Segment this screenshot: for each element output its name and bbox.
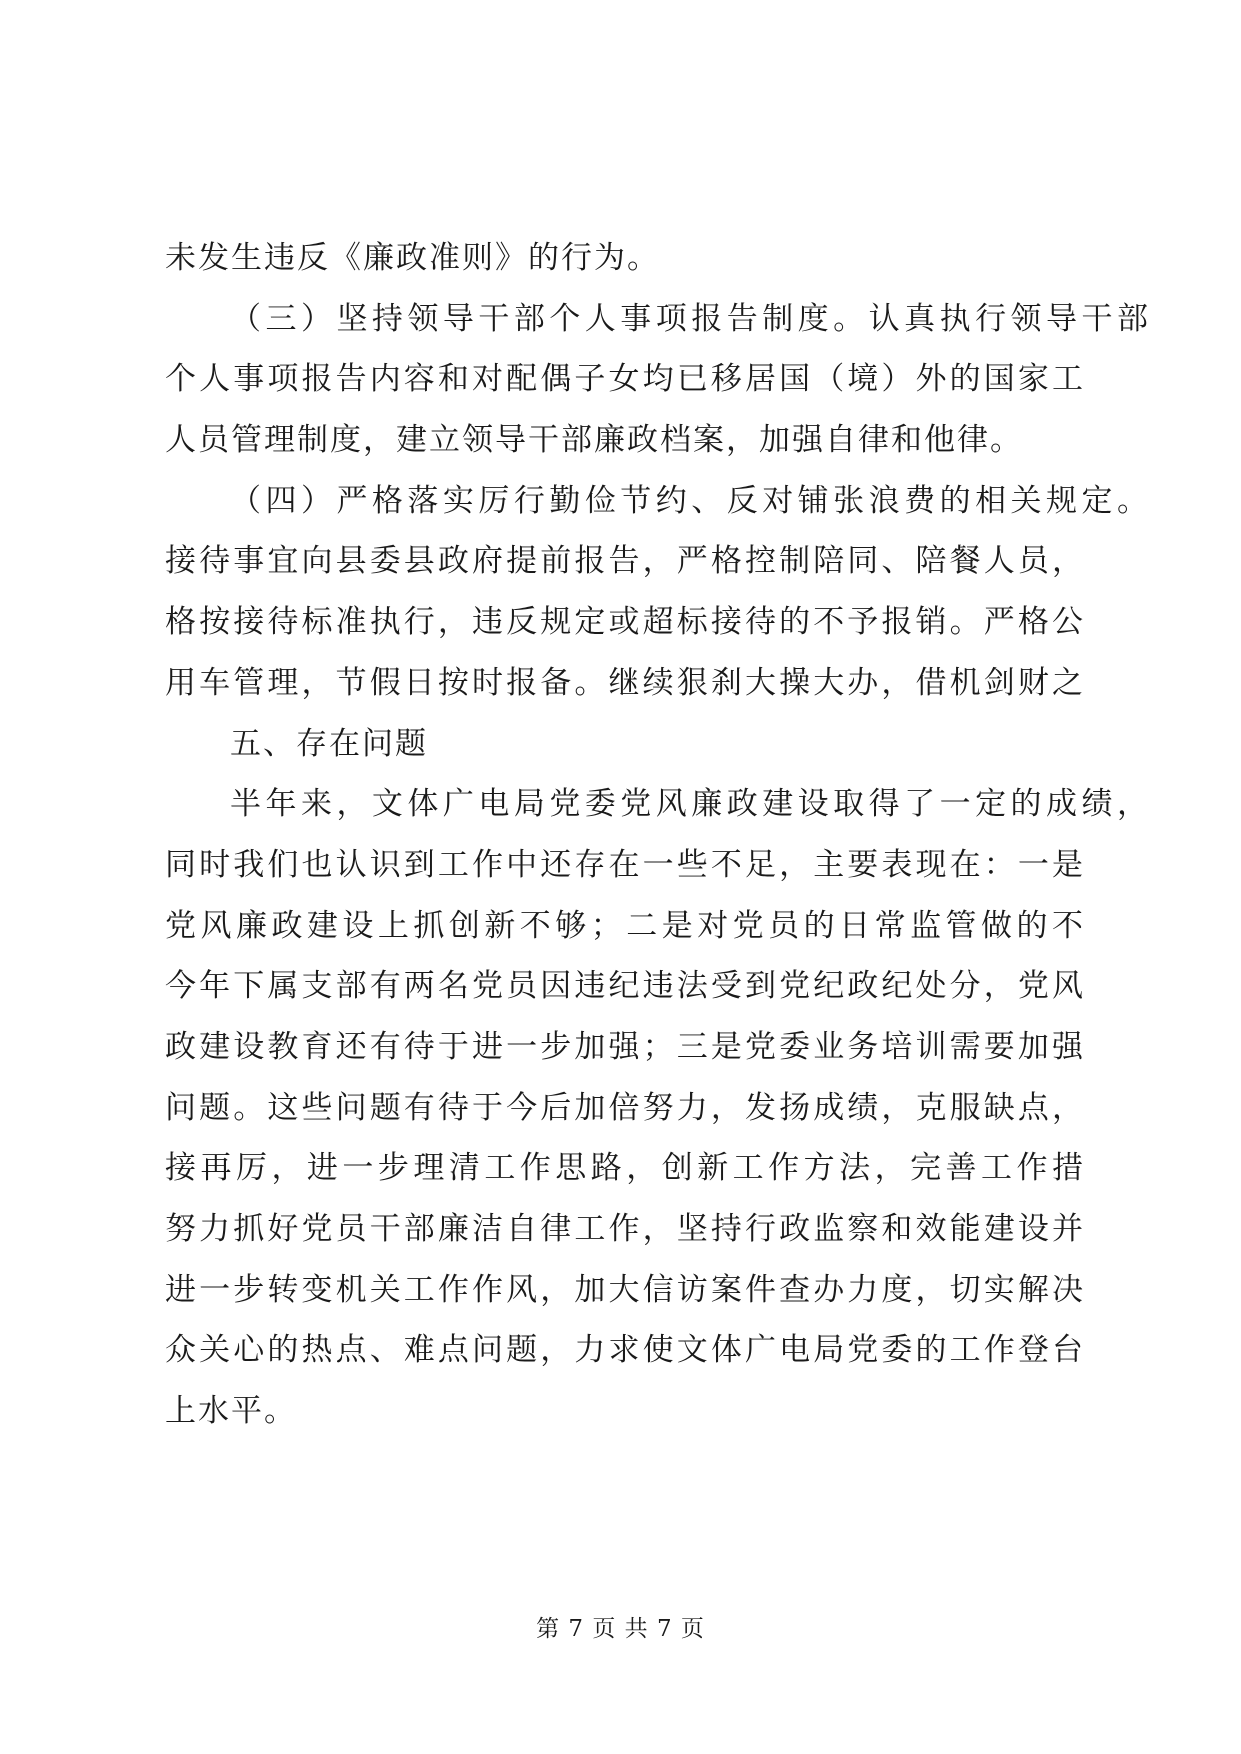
text-line: 接待事宜向县委县政府提前报告，严格控制陪同、陪餐人员， (165, 543, 1085, 580)
text-line: 今年下属支部有两名党员因违纪违法受到党纪政纪处分，党风 (165, 968, 1085, 1005)
text-line: 格按接待标准执行，违反规定或超标接待的不予报销。严格公 (165, 604, 1085, 641)
page-number-footer: 第 7 页 共 7 页 (536, 1616, 705, 1642)
text-line: 上水平。 (165, 1393, 297, 1430)
text-line: 人员管理制度，建立领导干部廉政档案，加强自律和他律。 (165, 422, 1023, 459)
section-heading: 五、存在问题 (230, 725, 428, 762)
text-line: 政建设教育还有待于进一步加强；三是党委业务培训需要加强 (165, 1028, 1085, 1065)
document-body (165, 228, 1150, 1442)
text-line: 用车管理，节假日按时报备。继续狠刹大操大办，借机剑财之 (165, 664, 1085, 701)
text-line: 进一步转变机关工作作风，加大信访案件查办力度，切实解决 (165, 1271, 1085, 1308)
text-line: 个人事项报告内容和对配偶子女均已移居国（境）外的国家工 (165, 361, 1085, 398)
text-line: 同时我们也认识到工作中还存在一些不足，主要表现在：一是 (165, 846, 1085, 883)
text-line: （三）坚持领导干部个人事项报告制度。认真执行领导干部 (230, 300, 1150, 337)
text-line: 努力抓好党员干部廉洁自律工作，坚持行政监察和效能建设并 (165, 1211, 1085, 1247)
text-line: 党风廉政建设上抓创新不够；二是对党员的日常监管做的不 (165, 907, 1085, 944)
text-line: 众关心的热点、难点问题，力求使文体广电局党委的工作登台 (165, 1332, 1085, 1369)
text-line: 未发生违反《廉政准则》的行为。 (165, 240, 660, 276)
text-line: 问题。这些问题有待于今后加倍努力，发扬成绩，克服缺点， (165, 1089, 1085, 1126)
text-line: 接再厉，进一步理清工作思路，创新工作方法，完善工作措 (165, 1150, 1085, 1187)
text-line: （四）严格落实厉行勤俭节约、反对铺张浪费的相关规定。 (230, 482, 1150, 519)
text-line: 半年来，文体广电局党委党风廉政建设取得了一定的成绩， (230, 786, 1150, 823)
